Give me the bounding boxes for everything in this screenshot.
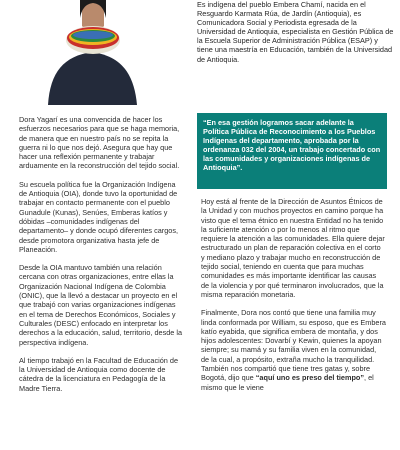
emphasis-quote: “aquí uno es preso del tiempo” (255, 373, 365, 383)
right-column (201, 197, 386, 401)
paragraph (201, 308, 386, 392)
pull-quote: “En esa gestión logramos sacar adelante la Política Pública de Reconocimiento a los Pueblos Indígenas del departamento, aprobada por la ordenanza 032 del 2004, un trabajo concertado con las comunidades y organizaciones indígenas de Antioquia”. (197, 113, 387, 189)
portrait-photo (0, 0, 185, 105)
left-column (19, 115, 184, 402)
paragraph: Al tiempo trabajó en la Facultad de Educación de la Universidad de Antioquia como docente de cátedra de la licenciatura en Pedagogía de la Madre Tierra. (19, 355, 179, 393)
paragraph: Su escuela política fue la Organización Indígena de Antioquia (OIA), donde tuvo la oportunidad de trabajar en contacto permanente con el pueblo Gunadule (Kunas), Senúes, Emberas katíos y dóbidas –comunidades indígenas del departamento– y donde ocupó diferentes cargos, desde promotora organizativa hasta jefe de Planeación. (19, 179, 179, 254)
paragraph: Hoy está al frente de la Dirección de Asuntos Étnicos de la Unidad y con muchos proyectos en camino porque ha visto que el tema étnico en nuestra Entidad no ha tenido la suficiente atención o por lo menos al ritmo que requiere la atención a las comunidades. Ella quiere dejar estructurado un plan de reparación colectiva en el corto y mediano plazo y trabajar mucho en reconstrucción de tejido social, teniendo en cuenta que para muchas comunidades es más importante identificar las causas de la violencia y por qué terminaron involucrados, que la misma reparación monetaria. (201, 197, 385, 299)
paragraph-tail: , el mismo que le viene (201, 373, 374, 392)
paragraph-text: Finalmente, Dora nos contó que tiene una familia muy linda conformada por William, su esposo, que es Embera katío eyabida, que significa embera de montaña, y dos hijos adolescentes: Dovarbí y Kewin, quienes la apoyan siempre; su mamá y su familia viven en la comunidad, de la cual, a propósito, extraña mucho la tranquilidad. También nos compartió que tiene tres gatas y, sobre Bogotá, dijo que (201, 308, 386, 383)
paragraph: Dora Yagarí es una convencida de hacer los esfuerzos necesarios para que se haga memoria, de manera que en nuestro país no se repita la guerra ni lo que nos dejó. Asegura que hay que hacer una reflexión permanente y trabajar arduamente en la reconstrucción del tejido social. (19, 115, 180, 171)
intro-paragraph: Es indígena del pueblo Embera Chamí, nacida en el Resguardo Karmata Rúa, de Jardín (Antioquia), es Comunicadora Social y Periodista egresada de la Universidad de Antioquia, especialista en Gestión Pública de la Escuela Superior de Administración Pública (ESAP) y tiene una maestría en Educación, también de la Universidad de Antioquia. (197, 0, 394, 64)
paragraph: Desde la OIA mantuvo también una relación cercana con otras organizaciones, entre ellas la Organización Nacional Indígena de Colombia (ONIC), que la llevó a destacar un proyecto en el que trabajó con varias organizaciones indígenas en el tema de Derechos Económicos, Sociales y Culturales (DESC) enfocado en interpretar los derechos a la educación, salud, territorio, desde la perspectiva indígena. (19, 263, 183, 347)
